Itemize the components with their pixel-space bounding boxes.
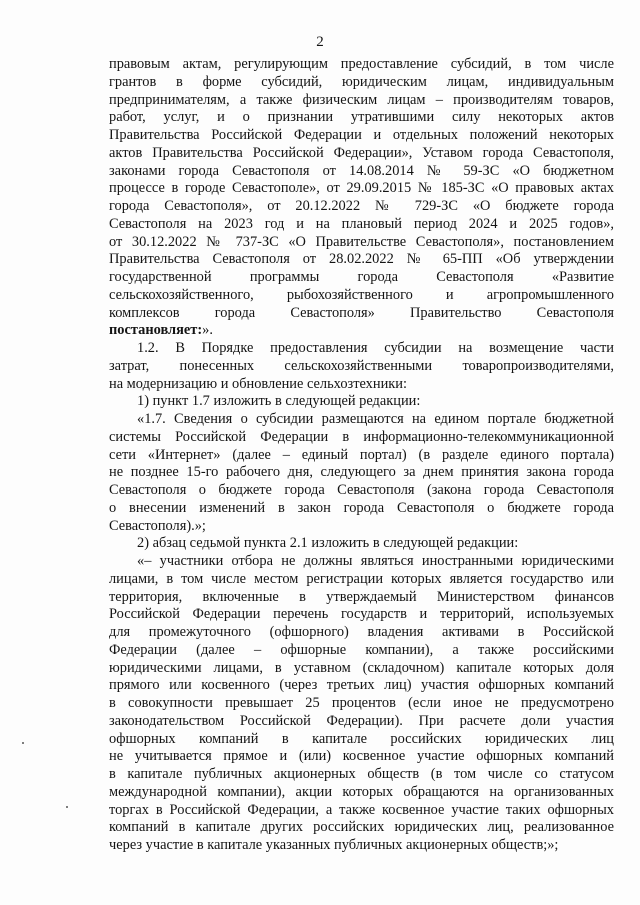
text-line: работ, услуг, и о признании утратившими силу некоторых актов	[109, 109, 614, 126]
text-line: в совокупности превышает 25 процентов (если иное не предусмотрено	[109, 695, 614, 711]
text-line: Российской Федерации перечень государств и территорий, используемых	[109, 606, 614, 623]
text-line: в капитале публичных акционерных обществ (в том числе со статусом	[109, 766, 614, 782]
text-line: сети «Интернет» (далее – единый портал) (в разделе единого портала)	[109, 446, 614, 463]
text-line: правовым актам, регулирующим предоставление субсидий, в том числе	[109, 56, 614, 72]
text-line: не позднее 15-го рабочего дня, следующего за днем принятия закона города	[109, 464, 614, 481]
text-line: комплексов города Севастополя» Правительство Севастополя	[109, 304, 614, 321]
text-line: «1.7. Сведения о субсидии размещаются на едином портале бюджетной	[137, 411, 614, 427]
text-line: через участие в капитале указанных публичных акционерных обществ;»;	[109, 837, 559, 853]
text-line: актов Правительства Российской Федерации», Уставом города Севастополя,	[109, 144, 614, 161]
text-line: прямого или косвенного (через третьих лиц) участия офшорных компаний	[109, 677, 614, 694]
text-line: предпринимателям, а также физическим лицам – производителям товаров,	[109, 91, 614, 108]
text-line: на модернизацию и обновление сельхозтехники:	[109, 375, 407, 392]
bold-keyword: постановляет:	[109, 322, 203, 339]
text-line: компаний в капитале других российских юридических лиц, реализованное	[109, 819, 614, 836]
text-line: затрат, понесенных сельскохозяйственными товаропроизводителями,	[109, 357, 614, 374]
text-line: 2) абзац седьмой пункта 2.1 изложить в следующей редакции:	[137, 535, 519, 552]
text-line: торгах в Российской Федерации, а также косвенное участие таких офшорных	[109, 801, 614, 818]
text-line: от 30.12.2022 № 737-ЗС «О Правительстве Севастополя», постановлением	[109, 233, 614, 250]
text-line: Севастополя).»;	[109, 517, 206, 534]
text-line: офшорных компаний в капитале российских юридических лиц	[109, 730, 614, 747]
scan-speck	[22, 742, 24, 744]
text-line: системы Российской Федерации в информационно-телекоммуникационной	[109, 428, 614, 445]
text-line: законами города Севастополя от 14.08.2014 № 59-ЗС «О бюджетном	[109, 162, 614, 179]
text-line: сельскохозяйственного, рыбохозяйственного и агропромышленного	[109, 286, 614, 303]
text-line: территория, включенные в утверждаемый Министерством финансов	[109, 588, 614, 605]
text-line: законодательством Российской Федерации). При расчете доли участия	[109, 712, 614, 729]
text-line: процессе в городе Севастополе», от 29.09.2015 № 185-ЗС «О правовых актах	[109, 180, 614, 197]
text-line: Севастополя о бюджете города Севастополя (закона города Севастополя	[109, 482, 614, 498]
text-line: грантов в форме субсидий, юридическим лицам, индивидуальным	[109, 73, 614, 90]
text-line: юридическими лицами, в уставном (складочном) капитале которых доля	[109, 659, 614, 676]
body-text	[109, 56, 614, 855]
text-line: «– участники отбора не должны являться иностранными юридическими	[137, 553, 614, 569]
text-line: для промежуточного (офшорного) владения активами в Российской	[109, 624, 614, 640]
text-line: лицами, в том числе местом регистрации которых является государство или	[109, 570, 614, 587]
text-line: города Севастополя», от 20.12.2022 № 729-ЗС «О бюджете города	[109, 198, 614, 214]
text-line: международной компании), акции которых обращаются на организованных	[109, 783, 614, 800]
text-line	[109, 322, 614, 340]
scan-speck	[66, 806, 68, 808]
text-line: Федерации (далее – офшорные компании), а также российскими	[109, 641, 614, 658]
text-line: 1.2. В Порядке предоставления субсидии на возмещение части	[137, 340, 614, 356]
text-line: не учитывается прямое и (или) косвенное участие офшорных компаний	[109, 748, 614, 765]
page-number: 2	[316, 34, 324, 50]
text-line: 1) пункт 1.7 изложить в следующей редакции:	[137, 393, 421, 410]
text-line: Правительства Российской Федерации и отдельных положений некоторых	[109, 127, 614, 143]
text-line: Правительства Севастополя от 28.02.2022 № 65-ПП «Об утверждении	[109, 251, 614, 268]
line-tail: ».	[202, 322, 213, 339]
text-line: Севастополя на 2023 год и на плановый период 2024 и 2025 годов»,	[109, 215, 614, 232]
text-line: о внесении изменений в закон города Севастополя о бюджете города	[109, 499, 614, 516]
text-line: государственной программы города Севастополя «Развитие	[109, 269, 614, 285]
